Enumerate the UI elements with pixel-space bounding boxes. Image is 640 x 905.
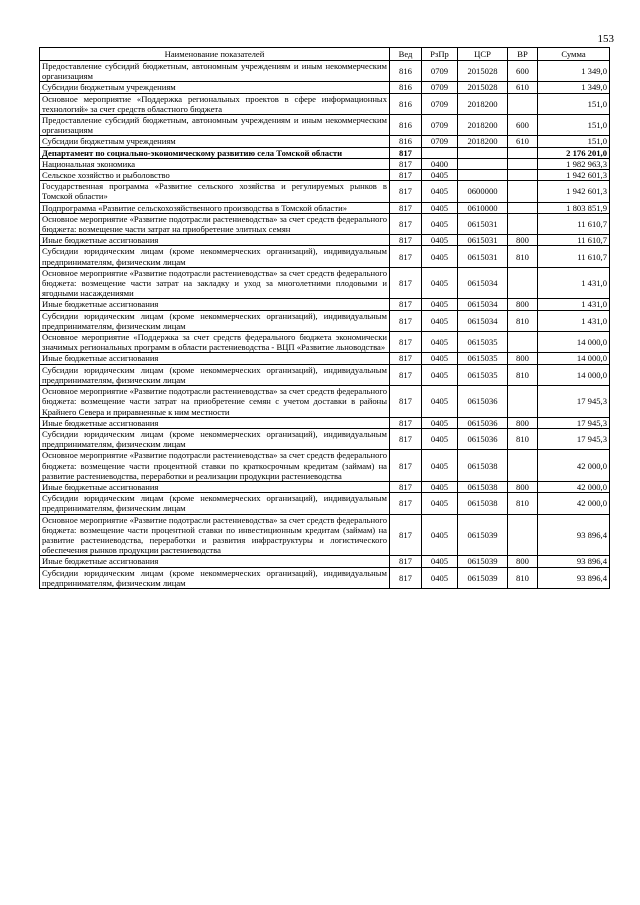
table-row bbox=[40, 364, 610, 385]
row-name-cell: Подпрограмма «Развитие сельскохозяйственного производства в Томской области» bbox=[40, 202, 390, 213]
table-row bbox=[40, 136, 610, 147]
row-vr-cell: 800 bbox=[508, 299, 538, 310]
row-csr-cell: 0615034 bbox=[458, 267, 508, 299]
row-vr-cell: 810 bbox=[508, 428, 538, 449]
table-row bbox=[40, 82, 610, 93]
row-vr-cell bbox=[508, 158, 538, 169]
row-sum-cell: 42 000,0 bbox=[538, 481, 610, 492]
row-vr-cell: 800 bbox=[508, 235, 538, 246]
row-ved-cell: 816 bbox=[390, 93, 422, 114]
row-ved-cell: 817 bbox=[390, 299, 422, 310]
row-rzpr-cell: 0400 bbox=[422, 158, 458, 169]
row-name-cell: Основное мероприятие «Развитие подотрасли растениеводства» за счет средств федерального бюджета: возмещение части затрат на приобретение элитных семян bbox=[40, 213, 390, 234]
row-vr-cell: 800 bbox=[508, 556, 538, 567]
row-ved-cell: 816 bbox=[390, 82, 422, 93]
row-vr-cell: 810 bbox=[508, 364, 538, 385]
budget-table bbox=[39, 47, 610, 589]
row-ved-cell: 816 bbox=[390, 61, 422, 82]
row-sum-cell: 1 349,0 bbox=[538, 61, 610, 82]
row-rzpr-cell: 0405 bbox=[422, 235, 458, 246]
row-vr-cell: 810 bbox=[508, 246, 538, 267]
row-ved-cell: 817 bbox=[390, 235, 422, 246]
row-csr-cell: 2018200 bbox=[458, 93, 508, 114]
row-name-cell: Основное мероприятие «Развитие подотрасли растениеводства» за счет средств федерального бюджета: возмещение части затрат на закладку и уход за многолетними плодовыми и ягодными насаждениями bbox=[40, 267, 390, 299]
row-name-cell: Предоставление субсидий бюджетным, автономным учреждениям и иным некоммерческим организациям bbox=[40, 61, 390, 82]
row-name-cell: Иные бюджетные ассигнования bbox=[40, 417, 390, 428]
row-rzpr-cell: 0709 bbox=[422, 61, 458, 82]
row-ved-cell: 817 bbox=[390, 170, 422, 181]
row-name-cell: Основное мероприятие «Поддержка региональных проектов в сфере информационных технологий» за счет средств областного бюджета bbox=[40, 93, 390, 114]
row-csr-cell: 2015028 bbox=[458, 82, 508, 93]
row-ved-cell: 817 bbox=[390, 213, 422, 234]
row-ved-cell: 817 bbox=[390, 567, 422, 588]
table-row bbox=[40, 353, 610, 364]
row-csr-cell: 0615034 bbox=[458, 310, 508, 331]
row-ved-cell: 817 bbox=[390, 417, 422, 428]
row-ved-cell: 817 bbox=[390, 267, 422, 299]
row-ved-cell: 817 bbox=[390, 158, 422, 169]
row-ved-cell: 817 bbox=[390, 514, 422, 556]
row-sum-cell: 151,0 bbox=[538, 115, 610, 136]
row-csr-cell: 0615035 bbox=[458, 364, 508, 385]
row-csr-cell: 0615031 bbox=[458, 246, 508, 267]
row-rzpr-cell: 0405 bbox=[422, 481, 458, 492]
row-sum-cell: 42 000,0 bbox=[538, 493, 610, 514]
row-vr-cell bbox=[508, 170, 538, 181]
row-ved-cell: 817 bbox=[390, 428, 422, 449]
table-row bbox=[40, 181, 610, 202]
table-row bbox=[40, 246, 610, 267]
row-csr-cell: 0615035 bbox=[458, 353, 508, 364]
row-name-cell: Иные бюджетные ассигнования bbox=[40, 353, 390, 364]
row-name-cell: Предоставление субсидий бюджетным, автономным учреждениям и иным некоммерческим организациям bbox=[40, 115, 390, 136]
row-csr-cell: 0615038 bbox=[458, 493, 508, 514]
row-rzpr-cell: 0405 bbox=[422, 450, 458, 482]
row-name-cell: Департамент по социально-экономическому развитию села Томской области bbox=[40, 147, 390, 158]
table-body bbox=[40, 61, 610, 589]
row-csr-cell: 0615034 bbox=[458, 299, 508, 310]
row-vr-cell: 800 bbox=[508, 481, 538, 492]
row-name-cell: Иные бюджетные ассигнования bbox=[40, 556, 390, 567]
row-ved-cell: 817 bbox=[390, 332, 422, 353]
table-row bbox=[40, 450, 610, 482]
table-row bbox=[40, 417, 610, 428]
row-sum-cell: 151,0 bbox=[538, 136, 610, 147]
table-row bbox=[40, 386, 610, 418]
row-rzpr-cell: 0405 bbox=[422, 417, 458, 428]
row-name-cell: Субсидии юридическим лицам (кроме некоммерческих организаций), индивидуальным предпринимателям, физическим лицам bbox=[40, 428, 390, 449]
row-ved-cell: 817 bbox=[390, 353, 422, 364]
row-vr-cell bbox=[508, 93, 538, 114]
row-name-cell: Основное мероприятие «Поддержка за счет средств федерального бюджета экономически значимых региональных программ в области растениеводства - ВЦП «Развитие льноводства» bbox=[40, 332, 390, 353]
row-rzpr-cell: 0405 bbox=[422, 213, 458, 234]
row-csr-cell bbox=[458, 158, 508, 169]
table-row bbox=[40, 235, 610, 246]
row-sum-cell: 17 945,3 bbox=[538, 428, 610, 449]
row-ved-cell: 817 bbox=[390, 181, 422, 202]
row-sum-cell: 1 431,0 bbox=[538, 310, 610, 331]
table-row bbox=[40, 267, 610, 299]
table-row bbox=[40, 299, 610, 310]
row-rzpr-cell: 0405 bbox=[422, 310, 458, 331]
row-sum-cell: 93 896,4 bbox=[538, 514, 610, 556]
row-rzpr-cell: 0405 bbox=[422, 428, 458, 449]
column-header-ved: Вед bbox=[390, 48, 422, 61]
row-ved-cell: 817 bbox=[390, 481, 422, 492]
row-ved-cell: 817 bbox=[390, 310, 422, 331]
row-rzpr-cell: 0405 bbox=[422, 353, 458, 364]
row-vr-cell bbox=[508, 450, 538, 482]
row-name-cell: Субсидии бюджетным учреждениям bbox=[40, 82, 390, 93]
row-rzpr-cell: 0405 bbox=[422, 170, 458, 181]
row-ved-cell: 817 bbox=[390, 556, 422, 567]
row-csr-cell: 0615036 bbox=[458, 386, 508, 418]
row-name-cell: Субсидии юридическим лицам (кроме некоммерческих организаций), индивидуальным предпринимателям, физическим лицам bbox=[40, 567, 390, 588]
row-name-cell: Субсидии юридическим лицам (кроме некоммерческих организаций), индивидуальным предпринимателям, физическим лицам bbox=[40, 246, 390, 267]
row-rzpr-cell: 0405 bbox=[422, 332, 458, 353]
row-ved-cell: 816 bbox=[390, 136, 422, 147]
row-csr-cell: 2015028 bbox=[458, 61, 508, 82]
row-rzpr-cell: 0405 bbox=[422, 556, 458, 567]
row-vr-cell: 810 bbox=[508, 493, 538, 514]
row-ved-cell: 817 bbox=[390, 147, 422, 158]
table-row bbox=[40, 310, 610, 331]
row-rzpr-cell: 0709 bbox=[422, 136, 458, 147]
row-csr-cell: 0615039 bbox=[458, 567, 508, 588]
row-vr-cell bbox=[508, 332, 538, 353]
row-csr-cell: 0615031 bbox=[458, 235, 508, 246]
table-header-row bbox=[40, 48, 610, 61]
row-rzpr-cell: 0405 bbox=[422, 364, 458, 385]
row-vr-cell bbox=[508, 386, 538, 418]
row-rzpr-cell: 0709 bbox=[422, 93, 458, 114]
row-name-cell: Субсидии юридическим лицам (кроме некоммерческих организаций), индивидуальным предпринимателям, физическим лицам bbox=[40, 493, 390, 514]
row-ved-cell: 817 bbox=[390, 493, 422, 514]
row-sum-cell: 2 176 201,0 bbox=[538, 147, 610, 158]
table-row bbox=[40, 481, 610, 492]
table-row bbox=[40, 493, 610, 514]
row-vr-cell bbox=[508, 202, 538, 213]
row-name-cell: Основное мероприятие «Развитие подотрасли растениеводства» за счет средств федерального бюджета: возмещение части процентной ставки по инвестиционным кредитам (займам) на развитие растениеводства, переработки и развития инфраструктуры и логистического обеспечения рынков продукции растениеводства bbox=[40, 514, 390, 556]
table-row bbox=[40, 332, 610, 353]
row-vr-cell: 610 bbox=[508, 136, 538, 147]
row-csr-cell: 0615035 bbox=[458, 332, 508, 353]
row-sum-cell: 11 610,7 bbox=[538, 246, 610, 267]
row-rzpr-cell: 0709 bbox=[422, 82, 458, 93]
row-vr-cell: 600 bbox=[508, 61, 538, 82]
row-sum-cell: 151,0 bbox=[538, 93, 610, 114]
row-name-cell: Субсидии юридическим лицам (кроме некоммерческих организаций), индивидуальным предпринимателям, физическим лицам bbox=[40, 364, 390, 385]
row-sum-cell: 14 000,0 bbox=[538, 332, 610, 353]
row-csr-cell: 0615036 bbox=[458, 428, 508, 449]
row-csr-cell: 0600000 bbox=[458, 181, 508, 202]
row-vr-cell bbox=[508, 213, 538, 234]
row-sum-cell: 1 431,0 bbox=[538, 299, 610, 310]
row-vr-cell: 810 bbox=[508, 567, 538, 588]
row-csr-cell bbox=[458, 147, 508, 158]
column-header-csr: ЦСР bbox=[458, 48, 508, 61]
page-number: 153 bbox=[597, 33, 614, 45]
row-ved-cell: 817 bbox=[390, 386, 422, 418]
row-ved-cell: 816 bbox=[390, 115, 422, 136]
row-rzpr-cell: 0405 bbox=[422, 181, 458, 202]
row-vr-cell: 800 bbox=[508, 353, 538, 364]
row-csr-cell: 2018200 bbox=[458, 136, 508, 147]
table-row bbox=[40, 428, 610, 449]
row-rzpr-cell bbox=[422, 147, 458, 158]
table-row bbox=[40, 158, 610, 169]
row-name-cell: Национальная экономика bbox=[40, 158, 390, 169]
column-header-rzpr: РзПр bbox=[422, 48, 458, 61]
row-rzpr-cell: 0405 bbox=[422, 493, 458, 514]
row-sum-cell: 1 431,0 bbox=[538, 267, 610, 299]
row-sum-cell: 11 610,7 bbox=[538, 235, 610, 246]
row-csr-cell: 0615038 bbox=[458, 481, 508, 492]
row-sum-cell: 1 982 963,3 bbox=[538, 158, 610, 169]
row-rzpr-cell: 0405 bbox=[422, 386, 458, 418]
row-vr-cell: 810 bbox=[508, 310, 538, 331]
row-rzpr-cell: 0405 bbox=[422, 202, 458, 213]
row-vr-cell bbox=[508, 181, 538, 202]
table-row bbox=[40, 147, 610, 158]
row-sum-cell: 93 896,4 bbox=[538, 567, 610, 588]
row-sum-cell: 1 803 851,9 bbox=[538, 202, 610, 213]
row-name-cell: Субсидии бюджетным учреждениям bbox=[40, 136, 390, 147]
column-header-name: Наименование показателей bbox=[40, 48, 390, 61]
row-sum-cell: 17 945,3 bbox=[538, 417, 610, 428]
row-sum-cell: 14 000,0 bbox=[538, 353, 610, 364]
row-vr-cell bbox=[508, 147, 538, 158]
row-sum-cell: 1 942 601,3 bbox=[538, 170, 610, 181]
row-sum-cell: 1 942 601,3 bbox=[538, 181, 610, 202]
table-row bbox=[40, 556, 610, 567]
row-ved-cell: 817 bbox=[390, 450, 422, 482]
table-row bbox=[40, 213, 610, 234]
row-name-cell: Иные бюджетные ассигнования bbox=[40, 235, 390, 246]
row-csr-cell: 0615039 bbox=[458, 514, 508, 556]
row-csr-cell: 2018200 bbox=[458, 115, 508, 136]
row-csr-cell: 0615036 bbox=[458, 417, 508, 428]
row-sum-cell: 17 945,3 bbox=[538, 386, 610, 418]
row-ved-cell: 817 bbox=[390, 246, 422, 267]
row-vr-cell: 600 bbox=[508, 115, 538, 136]
row-name-cell: Сельское хозяйство и рыболовство bbox=[40, 170, 390, 181]
row-name-cell: Государственная программа «Развитие сельского хозяйства и регулируемых рынков в Томской области» bbox=[40, 181, 390, 202]
table-row bbox=[40, 93, 610, 114]
row-rzpr-cell: 0405 bbox=[422, 299, 458, 310]
column-header-vr: ВР bbox=[508, 48, 538, 61]
row-ved-cell: 817 bbox=[390, 364, 422, 385]
table-row bbox=[40, 61, 610, 82]
row-name-cell: Иные бюджетные ассигнования bbox=[40, 481, 390, 492]
row-sum-cell: 42 000,0 bbox=[538, 450, 610, 482]
row-name-cell: Иные бюджетные ассигнования bbox=[40, 299, 390, 310]
row-rzpr-cell: 0405 bbox=[422, 267, 458, 299]
table-row bbox=[40, 115, 610, 136]
row-ved-cell: 817 bbox=[390, 202, 422, 213]
row-vr-cell: 800 bbox=[508, 417, 538, 428]
row-csr-cell: 0615039 bbox=[458, 556, 508, 567]
row-name-cell: Основное мероприятие «Развитие подотрасли растениеводства» за счет средств федерального бюджета: возмещение части затрат на приобретение семян с учетом доставки в районы Крайнего Севера и приравненные к ним местности bbox=[40, 386, 390, 418]
row-sum-cell: 14 000,0 bbox=[538, 364, 610, 385]
row-rzpr-cell: 0405 bbox=[422, 514, 458, 556]
row-rzpr-cell: 0405 bbox=[422, 246, 458, 267]
row-csr-cell: 0615031 bbox=[458, 213, 508, 234]
row-vr-cell: 610 bbox=[508, 82, 538, 93]
row-name-cell: Основное мероприятие «Развитие подотрасли растениеводства» за счет средств федерального бюджета: возмещение части процентной ставки по краткосрочным кредитам (займам) на развитие растениеводства, переработки и реализации продукции растениеводства bbox=[40, 450, 390, 482]
row-sum-cell: 1 349,0 bbox=[538, 82, 610, 93]
table-row bbox=[40, 567, 610, 588]
table-row bbox=[40, 514, 610, 556]
row-sum-cell: 11 610,7 bbox=[538, 213, 610, 234]
row-vr-cell bbox=[508, 267, 538, 299]
table-row bbox=[40, 170, 610, 181]
row-csr-cell bbox=[458, 170, 508, 181]
row-name-cell: Субсидии юридическим лицам (кроме некоммерческих организаций), индивидуальным предпринимателям, физическим лицам bbox=[40, 310, 390, 331]
table-row bbox=[40, 202, 610, 213]
row-csr-cell: 0615038 bbox=[458, 450, 508, 482]
column-header-sum: Сумма bbox=[538, 48, 610, 61]
row-vr-cell bbox=[508, 514, 538, 556]
row-rzpr-cell: 0709 bbox=[422, 115, 458, 136]
row-rzpr-cell: 0405 bbox=[422, 567, 458, 588]
row-csr-cell: 0610000 bbox=[458, 202, 508, 213]
row-sum-cell: 93 896,4 bbox=[538, 556, 610, 567]
